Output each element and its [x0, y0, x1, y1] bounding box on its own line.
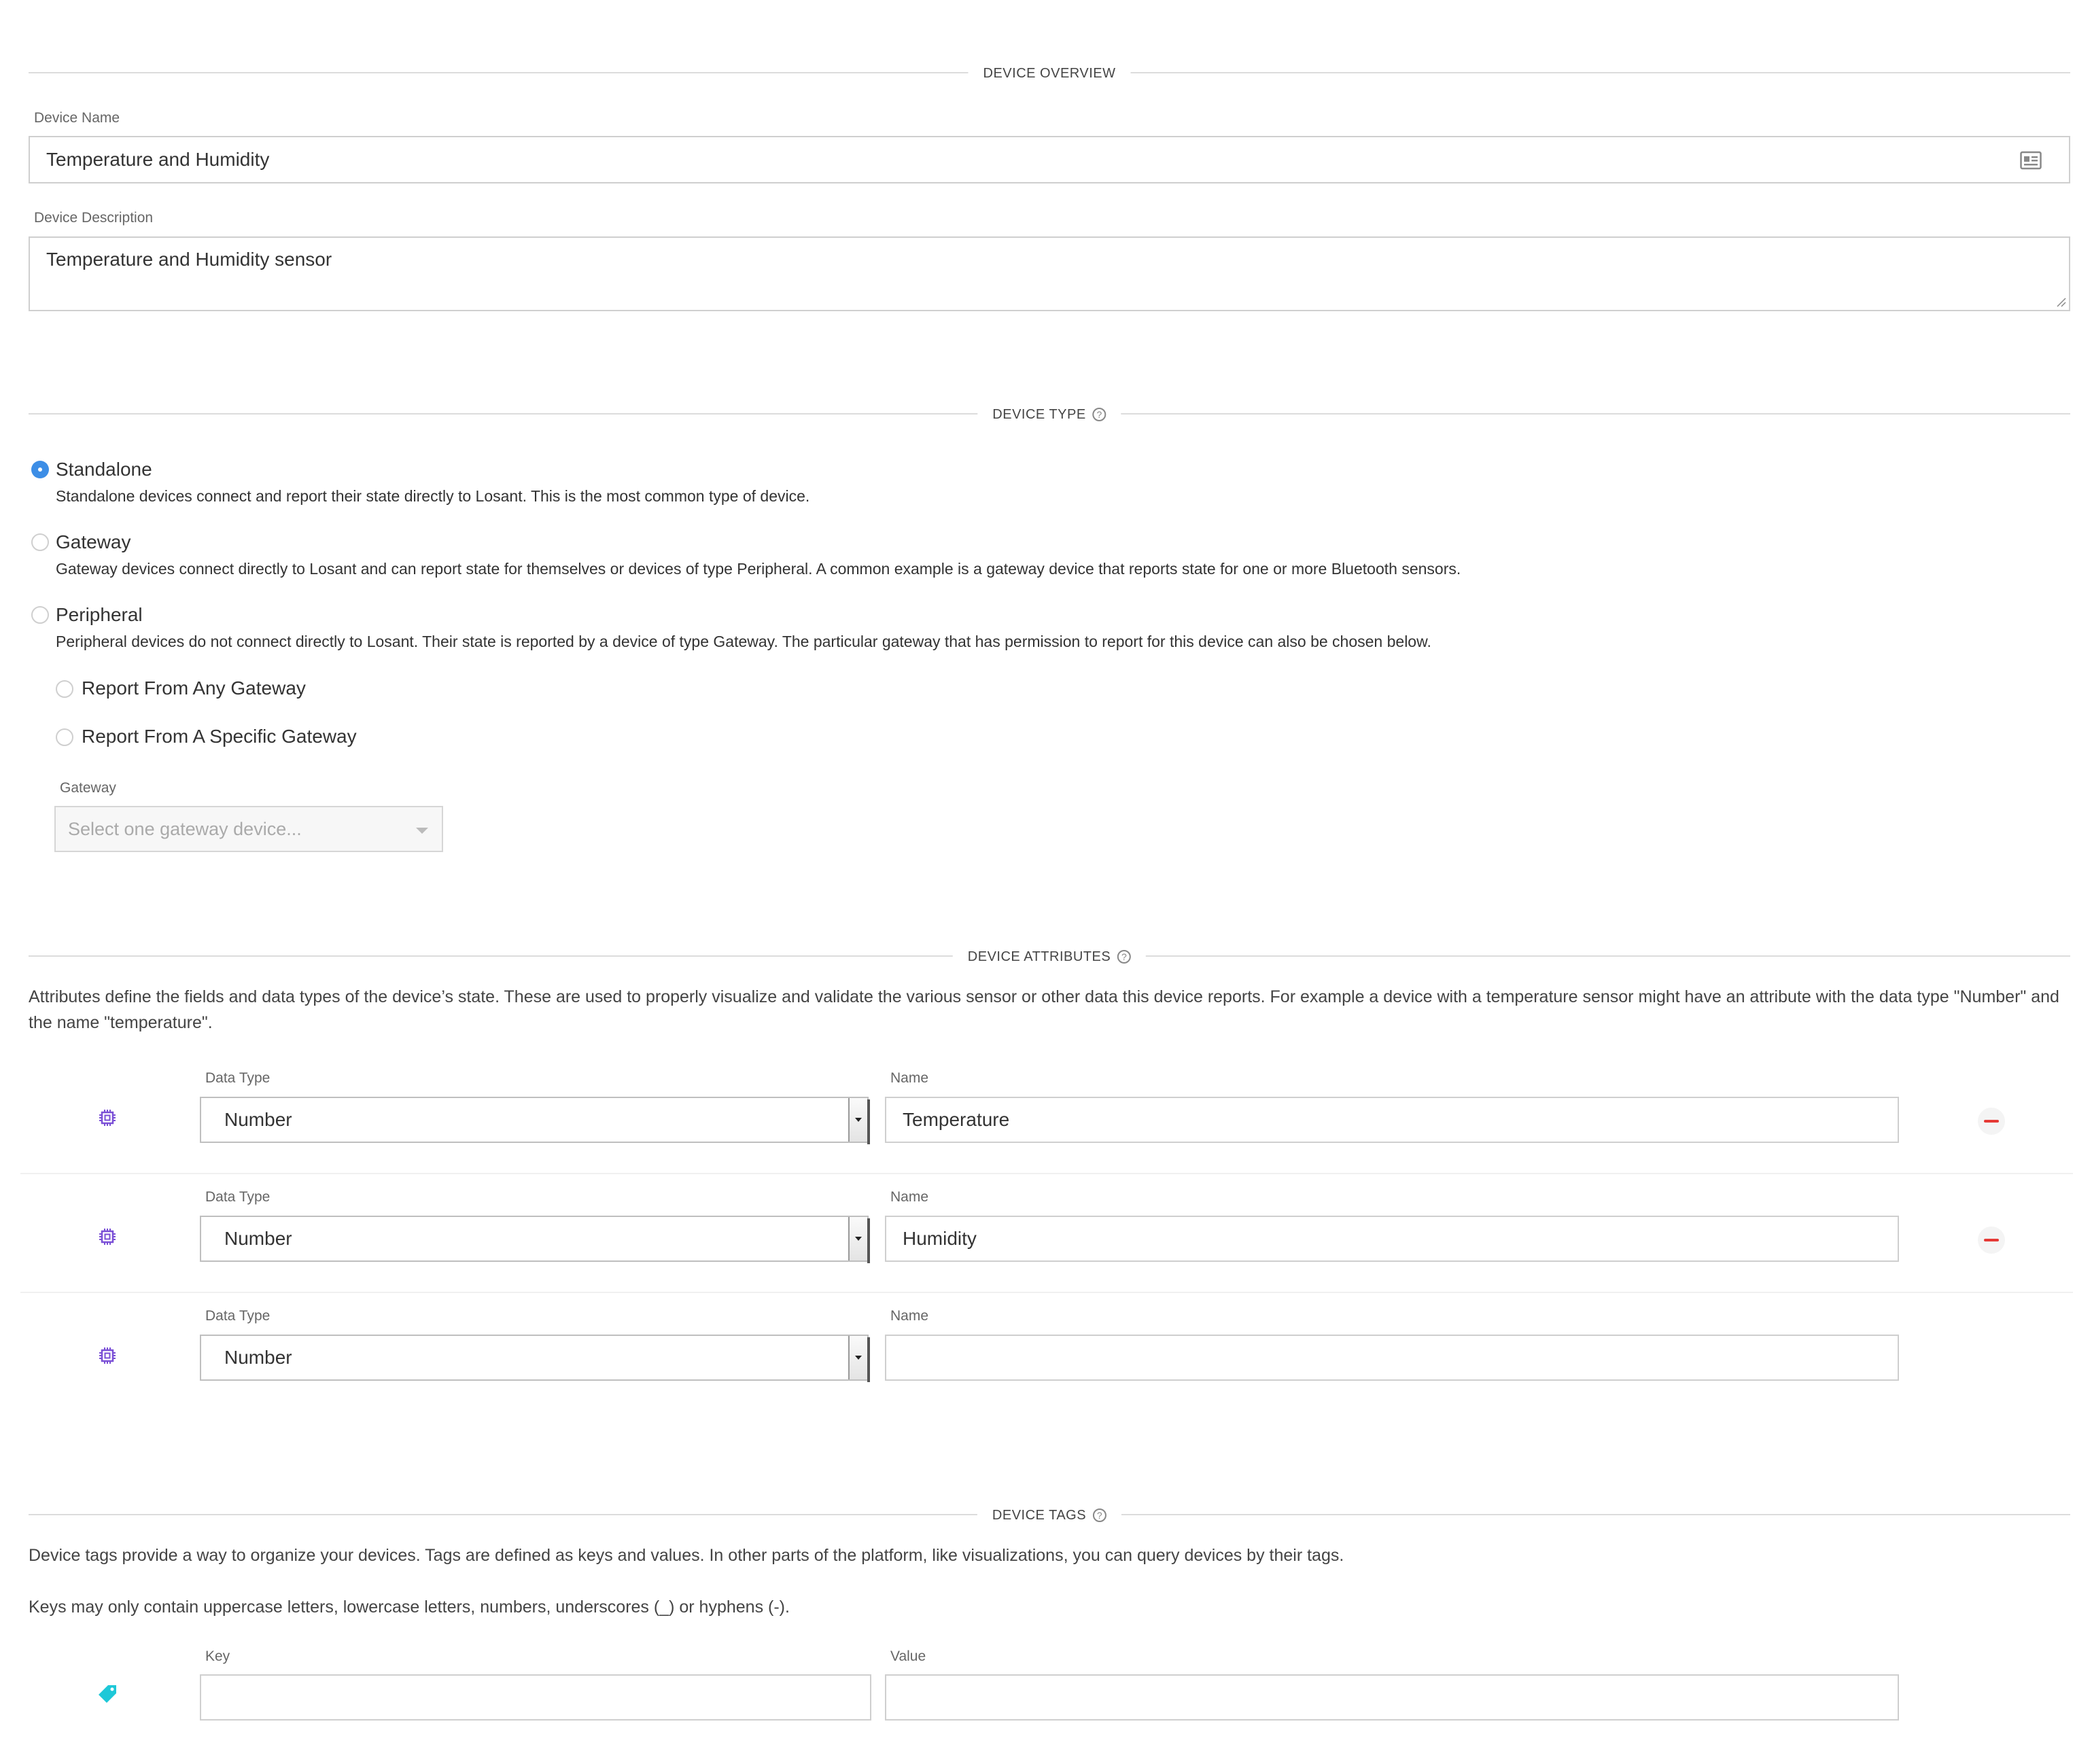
tag-key-label: Key [205, 1648, 230, 1664]
tags-description-1: Device tags provide a way to organize your devices. Tags are defined as keys and values. In other parts of the platform, like visualizations, you can query devices by their tags. [29, 1546, 1344, 1565]
device-name-value: Temperature and Humidity [46, 149, 270, 170]
tags-title-text: DEVICE TAGS [992, 1508, 1087, 1523]
data-type-label: Data Type [205, 1070, 271, 1086]
attribute-row-separator [20, 1292, 2073, 1293]
attribute-name-input[interactable] [885, 1335, 1899, 1381]
contact-card-icon[interactable] [2020, 151, 2042, 170]
chevron-down-icon [416, 828, 428, 834]
data-type-select[interactable] [200, 1097, 869, 1143]
attributes-title-text: DEVICE ATTRIBUTES [967, 949, 1111, 964]
select-arrow-icon [848, 1217, 867, 1260]
attribute-name-label: Name [890, 1189, 929, 1205]
remove-attribute-button[interactable] [1978, 1227, 2005, 1254]
overview-title-text: DEVICE OVERVIEW [983, 66, 1116, 81]
device-description-label: Device Description [34, 210, 154, 226]
tag-icon [96, 1682, 119, 1706]
chip-icon [98, 1108, 117, 1127]
radio-standalone-description: Standalone devices connect and report their state directly to Losant. This is the most common type of device. [56, 487, 810, 505]
radio-report-specific-gateway-label[interactable]: Report From A Specific Gateway [82, 726, 357, 747]
select-shadow [867, 1218, 870, 1263]
question-circle-icon[interactable]: ? [1093, 1509, 1106, 1522]
data-type-value: Number [224, 1109, 292, 1130]
device-type-section-title [977, 406, 1121, 423]
question-circle-icon[interactable]: ? [1117, 950, 1131, 964]
radio-report-any-gateway[interactable] [56, 680, 73, 698]
select-shadow [867, 1099, 870, 1144]
data-type-value: Number [224, 1228, 292, 1249]
gateway-select[interactable] [54, 806, 443, 852]
radio-peripheral-label[interactable]: Peripheral [56, 604, 143, 625]
attributes-section-title [953, 948, 1146, 966]
tag-key-input[interactable] [200, 1674, 871, 1721]
attributes-description: Attributes define the fields and data types of the device’s state. These are used to properly visualize and validate the various sensor or other data this device reports. For example a device with a temperature sensor might have an attribute with the data type "Number" and the name "temperature". [29, 987, 2059, 1032]
radio-report-specific-gateway[interactable] [56, 728, 73, 746]
chip-icon [98, 1346, 117, 1365]
device-name-label: Device Name [34, 110, 120, 126]
attribute-name-label: Name [890, 1070, 929, 1086]
device-name-input[interactable] [29, 136, 2070, 183]
radio-gateway-label[interactable]: Gateway [56, 531, 131, 552]
data-type-value: Number [224, 1347, 292, 1368]
data-type-select[interactable] [200, 1216, 869, 1262]
gateway-select-placeholder: Select one gateway device... [68, 818, 302, 839]
gateway-label: Gateway [60, 780, 116, 796]
radio-gateway-description: Gateway devices connect directly to Losant and can report state for themselves or devices of type Peripheral. A common example is a gateway device that reports state for one or more Bluetooth sensors. [56, 560, 1461, 578]
data-type-select[interactable] [200, 1335, 869, 1381]
select-shadow [867, 1337, 870, 1382]
tags-description-2: Keys may only contain uppercase letters, lowercase letters, numbers, underscores (_) or hyphens (-). [29, 1598, 790, 1617]
radio-standalone-label[interactable]: Standalone [56, 459, 152, 480]
device-description-value: Temperature and Humidity sensor [46, 249, 332, 270]
attribute-name-value: Humidity [903, 1228, 977, 1249]
radio-standalone[interactable] [31, 461, 49, 478]
tag-value-label: Value [890, 1648, 926, 1664]
select-arrow-icon [848, 1336, 867, 1379]
select-arrow-icon [848, 1098, 867, 1142]
attribute-name-input[interactable] [885, 1216, 1899, 1262]
attribute-name-value: Temperature [903, 1109, 1010, 1130]
data-type-label: Data Type [205, 1308, 271, 1324]
attribute-name-label: Name [890, 1308, 929, 1324]
question-circle-icon[interactable]: ? [1093, 408, 1106, 421]
device-description-textarea[interactable] [29, 236, 2070, 311]
tags-section-title [977, 1506, 1121, 1524]
tag-value-input[interactable] [885, 1674, 1899, 1721]
data-type-label: Data Type [205, 1189, 271, 1205]
resize-handle-icon[interactable] [2055, 296, 2066, 307]
radio-gateway[interactable] [31, 533, 49, 551]
radio-peripheral-description: Peripheral devices do not connect directly to Losant. Their state is reported by a device of type Gateway. The particular gateway that has permission to report for this device can also be chosen below. [56, 633, 1431, 650]
device-type-title-text: DEVICE TYPE [992, 407, 1086, 422]
overview-section-title [969, 65, 1131, 82]
radio-report-any-gateway-label[interactable]: Report From Any Gateway [82, 677, 306, 699]
attribute-name-input[interactable] [885, 1097, 1899, 1143]
radio-peripheral[interactable] [31, 606, 49, 624]
chip-icon [98, 1227, 117, 1246]
attribute-row-separator [20, 1173, 2073, 1174]
remove-attribute-button[interactable] [1978, 1108, 2005, 1135]
